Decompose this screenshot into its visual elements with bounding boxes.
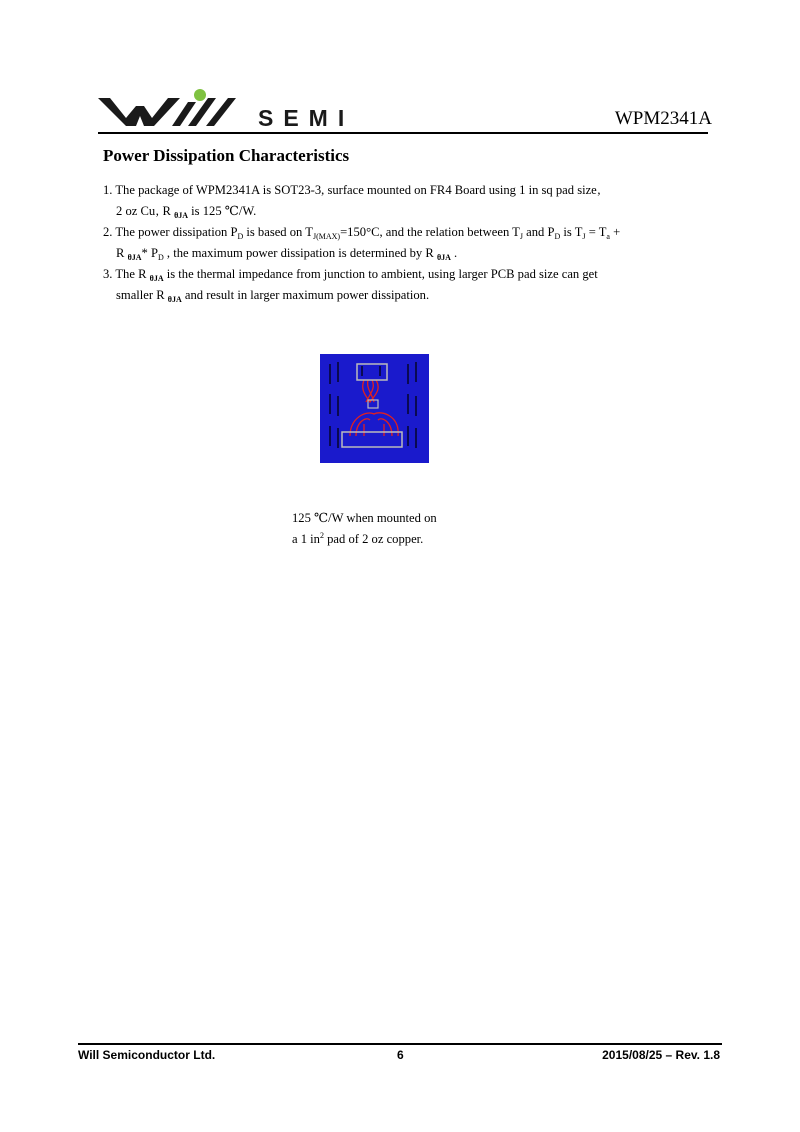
note-3-line-1: 3. The R $_{\theta JA}$ is the thermal impedance from junction to ambient, using larger PCB pad size can get (103, 267, 598, 283)
footer-page-number: 6 (397, 1048, 404, 1062)
will-semi-logo (96, 86, 376, 130)
footer-divider (78, 1043, 722, 1045)
header-divider (98, 132, 708, 134)
footer-date-revision: 2015/08/25 – Rev. 1.8 (602, 1048, 720, 1062)
notes-list (103, 180, 703, 306)
note-1-line-2: 2 oz Cu‚ R $_{\theta JA}$ is 125 ℃/W. (116, 204, 257, 220)
note-1-line-1: 1. The package of WPM2341A is SOT23-3, surface mounted on FR4 Board using 1 in sq pad size‚ (103, 183, 601, 197)
logo-text: SEMI (258, 105, 355, 130)
note-3-line-2: smaller R $_{\theta JA}$ and result in larger maximum power dissipation. (116, 288, 430, 304)
section-title: Power Dissipation Characteristics (103, 146, 350, 165)
pcb-pad-figure (320, 354, 429, 463)
note-2-line-2: R $_{\theta JA}$* $P_D$ , the maximum power dissipation is determined by R $_{\theta JA}$ . (116, 246, 458, 262)
note-2-line-1: 2. The power dissipation $P_D$ is based on $T_{J(MAX)}=150^\circ C$, and the relation between $T_J$ and $P_D$ is $T_J = T_a$ + (103, 225, 621, 241)
caption-line-2: a 1 $in^2$ pad of 2 oz copper. (292, 531, 424, 546)
caption-line-1: 125 ℃/W when mounted on (292, 511, 437, 525)
logo-mark (98, 89, 236, 126)
footer-company: Will Semiconductor Ltd. (78, 1048, 216, 1062)
figure-caption (292, 508, 437, 550)
part-number: WPM2341A (614, 108, 712, 129)
